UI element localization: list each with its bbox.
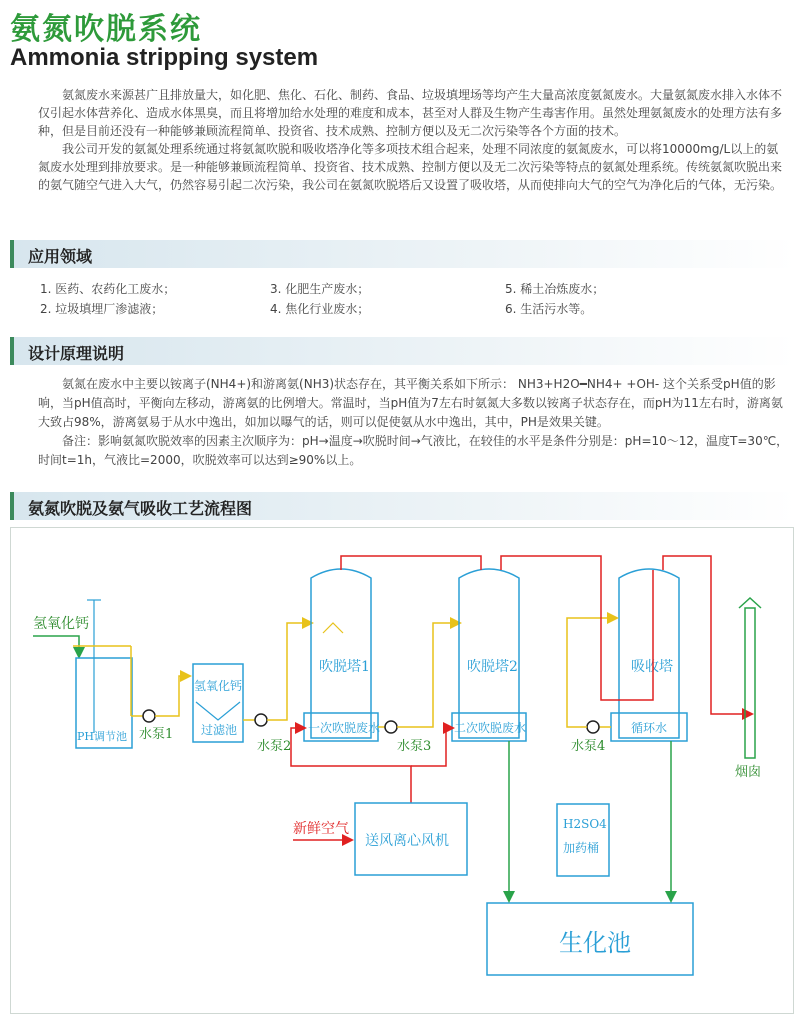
pump-4-icon	[587, 721, 599, 733]
pump-2-label: 水泵2	[257, 739, 292, 754]
lime-input-label: 氢氧化钙	[33, 616, 89, 632]
fresh-air-label: 新鲜空气	[293, 821, 349, 837]
page-title-en: Ammonia stripping system	[10, 44, 319, 71]
gas-line-to-chimney	[663, 556, 751, 714]
section-title-principle: 设计原理说明	[28, 344, 125, 363]
stripping-tower-1-label: 吹脱塔1	[319, 659, 370, 675]
pump-1-line	[155, 676, 189, 716]
gas-line-tower2-to-absorber	[501, 556, 653, 700]
filter-tank-bottom-label: 过滤池	[201, 723, 238, 737]
principle-text	[38, 375, 790, 470]
page-title-cn: 氨氮吹脱系统	[10, 12, 202, 47]
lime-feed-line	[33, 636, 79, 656]
section-header-principle	[10, 337, 796, 365]
section-title-flowchart: 氨氮吹脱及氨气吸收工艺流程图	[28, 499, 253, 518]
pump-4-label: 水泵4	[571, 739, 606, 754]
tank-2-label: 二次吹脱废水	[454, 721, 527, 735]
tank-1-label: 一次吹脱废水	[308, 721, 381, 735]
filter-tank-top-label: 氢氧化钙	[194, 679, 243, 693]
blower-label: 送风离心风机	[365, 833, 449, 849]
section-title-applications: 应用领域	[28, 247, 93, 266]
application-item: 4. 焦化行业废水；	[270, 302, 370, 316]
pump-1-label: 水泵1	[139, 727, 174, 742]
biochemical-tank-label: 生化池	[559, 929, 631, 957]
gas-line-tower1-to-tower2	[341, 556, 481, 570]
pump-4-line	[567, 618, 616, 727]
process-flow-svg	[11, 528, 793, 1013]
ph-tank-label: PH调节池	[77, 730, 127, 743]
dosing-tank-top-label: H2SO4	[563, 817, 607, 831]
absorption-tower-label: 吸收塔	[631, 659, 673, 675]
pump-1-icon	[143, 710, 155, 722]
section-header-applications	[10, 240, 796, 268]
chimney-icon	[745, 608, 755, 758]
dosing-tank	[557, 804, 609, 876]
pump-2-icon	[255, 714, 267, 726]
pump-3-icon	[385, 721, 397, 733]
pump-3-line	[397, 623, 459, 727]
process-flow-diagram	[10, 527, 794, 1014]
intro-text	[38, 86, 790, 194]
chimney-label: 烟囱	[735, 765, 762, 780]
intro-paragraph-2: 我公司开发的氨氮处理系统通过将氨氮吹脱和吸收塔净化等多项技术组合起来，处理不同浓度的氨氮废水，可以将10000mg/L以上的氨氮废水处理到排放要求。是一种能够兼顾流程简单、投资省、技术成熟、控制方便以及无二次污染等特点的氨氮处理系统。传统氨氮吹脱出来的氨气随空气进入大气，仍然容易引起二次污染，我公司在氨氮吹脱塔后又设置了吸收塔，从而使排向大气的空气为净化后的气体，无污染。	[38, 142, 783, 192]
section-header-flowchart	[10, 492, 796, 520]
pump-2-line	[267, 623, 311, 720]
dosing-tank-bottom-label: 加药桶	[563, 841, 600, 855]
application-item: 2. 垃圾填埋厂渗滤液；	[40, 302, 164, 316]
application-item: 5. 稀土冶炼废水；	[505, 282, 605, 296]
intro-paragraph-1: 氨氮废水来源甚广且排放量大，如化肥、焦化、石化、制药、食品、垃圾填埋场等均产生大量高浓度氨氮废水。大量氨氮废水排入水体不仅引起水体营养化、造成水体黑臭，而且将增加给水处理的难度和成本，甚至对人群及生物产生毒害作用。虽然处理氨氮废水的处理方法有多种，但是目前还没有一种能够兼顾流程简单、投资省、技术成熟、控制方便以及无二次污染等各个方面的技术。	[38, 88, 783, 138]
application-item: 6. 生活污水等。	[505, 302, 593, 316]
principle-paragraph-2: 备注：影响氨氮吹脱效率的因素主次顺序为：pH→温度→吹脱时间→气液比，在较佳的水平是条件分别是：pH=10～12，温度T=30℃，时间t=1h，气液比=2000，吹脱效率可以达到≥90%以上。	[38, 434, 789, 467]
application-item: 1. 医药、农药化工废水；	[40, 282, 176, 296]
application-item: 3. 化肥生产废水；	[270, 282, 370, 296]
air-line-tower1	[291, 728, 411, 803]
circulation-tank-label: 循环水	[631, 721, 668, 735]
pump-3-label: 水泵3	[397, 739, 432, 754]
principle-paragraph-1: 氨氮在废水中主要以铵离子(NH4+)和游离氨(NH3)状态存在，其平衡关系如下所示： NH3+H2O━NH4+ +OH- 这个关系受pH值的影响，当pH值高时，平衡向左移动，游离氨的比例增大。常温时，当pH值为7左右时氨氮大多数以铵离子状态存在，而pH为11左右时，游离氨大致占98%，游离氨易于从水中逸出，如加以曝气的话，则可以促使氨从水中逸出，其中，PH是效果关键。	[38, 377, 783, 429]
stripping-tower-2-label: 吹脱塔2	[467, 659, 518, 675]
